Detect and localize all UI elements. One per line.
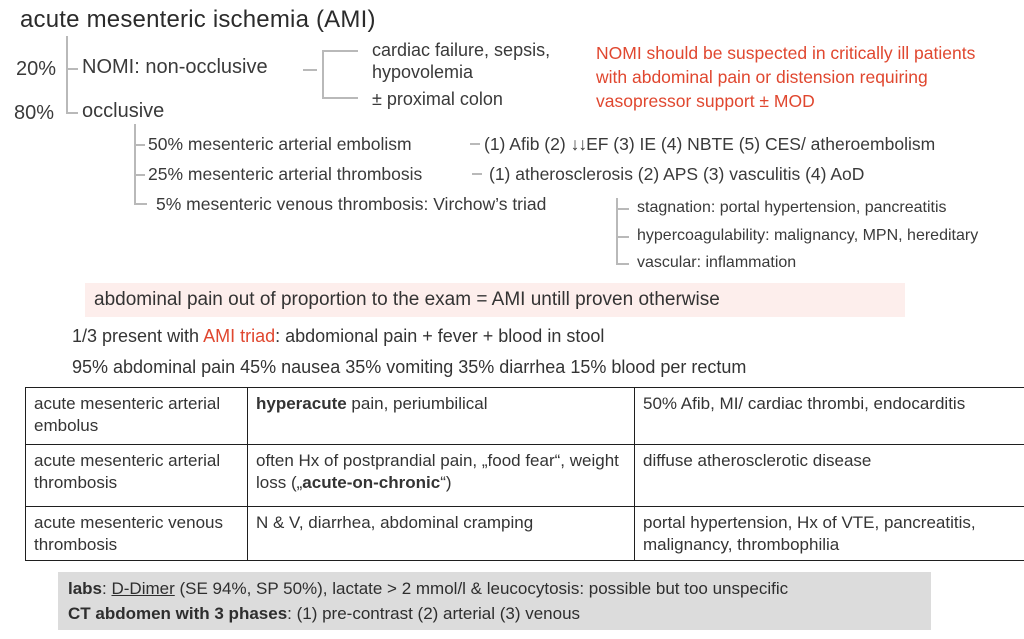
tree-line	[470, 143, 480, 145]
tree-line	[303, 69, 317, 71]
tree-line	[134, 124, 136, 204]
tree-line	[616, 236, 629, 238]
virchow-vascular: vascular: inflammation	[637, 254, 797, 271]
cell-text: N & V, diarrhea, abdominal cramping	[256, 513, 534, 532]
tree-line	[66, 112, 78, 114]
triad-pre: 1/3 present with	[72, 326, 204, 346]
cell-bold-text: hyperacute	[256, 394, 347, 413]
tree-line	[134, 174, 145, 176]
tree-line	[66, 36, 68, 113]
highlight-banner	[85, 283, 905, 317]
tree-line	[616, 263, 629, 265]
page-title: acute mesenteric ischemia (AMI)	[20, 6, 376, 33]
occlusive-label: occlusive	[82, 100, 165, 122]
tree-line	[134, 144, 145, 146]
nomi-percent: 20%	[16, 58, 57, 80]
highlight-text: abdominal pain out of proportion to the exam = AMI untill proven otherwise	[94, 289, 720, 310]
tree-line	[322, 97, 358, 99]
labs-colon: :	[102, 579, 112, 598]
branch-embolism-causes	[484, 134, 935, 155]
cell-text: pain, periumbilical	[346, 394, 488, 413]
branch-thrombosis-label: 25% mesenteric arterial thrombosis	[148, 164, 423, 184]
branch-venous-label: 5% mesenteric venous thrombosis: Virchow’s triad	[156, 194, 547, 214]
tree-line	[322, 50, 324, 98]
embolism-causes-post: EF (3) IE (4) NBTE (5) CES/ atheroembolism	[586, 134, 936, 154]
cell-bold-text: acute-on-chronic	[302, 472, 441, 492]
occlusive-percent: 80%	[14, 102, 55, 124]
ct-label: CT abdomen with 3 phases	[68, 604, 288, 623]
symptom-stats: 95% abdominal pain 45% nausea 35% vomiting 35% diarrhea 15% blood per rectum	[72, 357, 747, 377]
ct-rest: : (1) pre-contrast (2) arterial (3) venous	[287, 604, 581, 623]
triad-post: : abdomional pain + fever + blood in stool	[275, 326, 605, 346]
virchow-stagnation: stagnation: portal hypertension, pancreatitis	[637, 199, 947, 216]
tree-line	[134, 203, 147, 205]
cell-text: often Hx of postprandial pain, „food fear“, weight loss („	[256, 451, 619, 492]
labs-line	[68, 576, 931, 601]
nomi-cause-line2: hypovolemia	[372, 62, 474, 82]
cell-presentation	[248, 507, 635, 561]
cell-diagnosis: acute mesenteric arterial thrombosis	[26, 445, 248, 507]
nomi-cause-line3: ± proximal colon	[372, 89, 503, 109]
tree-line	[472, 173, 482, 175]
tree-line	[66, 68, 78, 70]
table-row-thrombosis	[26, 445, 1024, 507]
workup-box	[58, 572, 931, 630]
table-row-venous	[26, 507, 1024, 561]
nomi-label: NOMI: non-occlusive	[82, 56, 268, 78]
cell-risk-factors: diffuse atherosclerotic disease	[635, 445, 1024, 507]
cell-diagnosis: acute mesenteric arterial embolus	[26, 388, 248, 445]
d-dimer-underlined: D-Dimer	[111, 579, 175, 598]
labs-rest: (SE 94%, SP 50%), lactate > 2 mmol/l & leucocytosis: possible but too unspecific	[174, 579, 789, 598]
branch-thrombosis-causes: (1) atherosclerosis (2) APS (3) vasculitis (4) AoD	[489, 164, 865, 184]
etiology-table	[25, 387, 1024, 561]
cell-text: “)	[440, 472, 452, 492]
virchow-hypercoagulability: hypercoagulability: malignancy, MPN, hereditary	[637, 227, 979, 244]
tree-line	[322, 50, 358, 52]
triad-line	[72, 326, 604, 347]
tree-line	[616, 208, 629, 210]
table-row-embolus	[26, 388, 1024, 445]
branch-embolism-label: 50% mesenteric arterial embolism	[148, 134, 412, 154]
triad-red-label: AMI triad	[203, 326, 276, 346]
cell-diagnosis: acute mesenteric venous thrombosis	[26, 507, 248, 561]
embolism-causes-pre: (1) Afib (2)	[484, 134, 571, 154]
double-down-arrow-icon: ↓↓	[570, 134, 587, 154]
cell-presentation	[248, 445, 635, 507]
nomi-cause-line1: cardiac failure, sepsis,	[372, 40, 551, 60]
labs-label: labs	[68, 579, 103, 598]
ct-line	[68, 601, 931, 626]
nomi-warning-note: NOMI should be suspected in critically ill patients with abdominal pain or distension requiring vasopressor support ± MOD	[596, 43, 976, 111]
cell-presentation	[248, 388, 635, 445]
cell-risk-factors: portal hypertension, Hx of VTE, pancreatitis, malignancy, thrombophilia	[635, 507, 1024, 561]
cell-risk-factors: 50% Afib, MI/ cardiac thrombi, endocarditis	[635, 388, 1024, 445]
